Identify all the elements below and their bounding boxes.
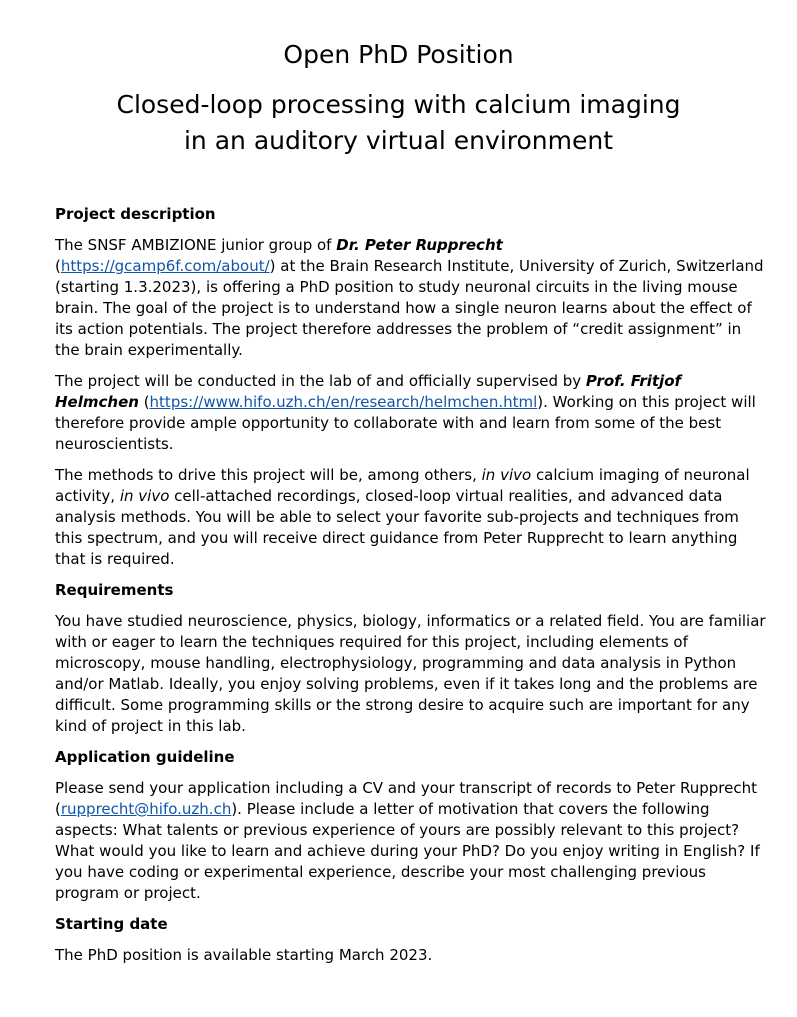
paragraph-lab: The project will be conducted in the lab of and officially supervised by Prof. Fritjof Helmchen (https://www.hifo.uzh.ch/en/research/helmchen.html). Working on this project will therefore provide ample opportunity to collaborate with and learn from some of the best neuroscientists. xyxy=(55,372,756,453)
page-title: Open PhD Position xyxy=(283,40,514,69)
section-heading: Application guideline xyxy=(55,748,235,766)
section-starting-date xyxy=(55,914,767,966)
subtitle-line-2: in an auditory virtual environment xyxy=(183,126,614,155)
paragraph-starting-date: The PhD position is available starting March 2023. xyxy=(55,946,433,964)
lab-head-name: Prof. Fritjof Helmchen xyxy=(55,372,682,411)
section-heading: Requirements xyxy=(55,581,174,599)
paragraph-application: Please send your application including a CV and your transcript of records to Peter Rupprecht (rupprecht@hifo.uzh.ch). Please include a letter of motivation that covers the following aspects: What talents or previous experience of yours are possibly relevant to this project? What would you like to learn and achieve during your PhD? Do you enjoy writing in English? If you have coding or experimental experience, describe your most challenging previous program or project. xyxy=(55,779,760,902)
section-heading: Project description xyxy=(55,205,216,223)
group-website-link[interactable]: https://gcamp6f.com/about/ xyxy=(60,257,270,275)
lab-website-link[interactable]: https://www.hifo.uzh.ch/en/research/helmchen.html xyxy=(149,393,538,411)
section-heading: Starting date xyxy=(55,915,168,933)
email-link[interactable]: rupprecht@hifo.uzh.ch xyxy=(60,800,232,818)
section-requirements xyxy=(55,580,767,737)
section-application xyxy=(55,747,767,904)
supervisor-name: Dr. Peter Rupprecht xyxy=(336,236,503,254)
subtitle-line-1: Closed-loop processing with calcium imaging xyxy=(116,90,681,119)
paragraph-methods: The methods to drive this project will be, among others, in vivo calcium imaging of neuronal activity, in vivo cell-attached recordings, closed-loop virtual realities, and advanced data analysis methods. You will be able to select your favorite sub-projects and techniques from this spectrum, and you will receive direct guidance from Peter Rupprecht to learn anything that is required. xyxy=(55,466,750,568)
paragraph-intro: The SNSF AMBIZIONE junior group of Dr. Peter Rupprecht (https://gcamp6f.com/about/) at the Brain Research Institute, University of Zurich, Switzerland (starting 1.3.2023), is offering a PhD position to study neuronal circuits in the living mouse brain. The goal of the project is to understand how a single neuron learns about the effect of its action potentials. The project therefore addresses the problem of “credit assignment” in the brain experimentally. xyxy=(55,236,764,359)
section-project-description xyxy=(55,204,767,570)
document-body xyxy=(55,204,767,976)
page-subtitle xyxy=(0,87,797,159)
paragraph-requirements: You have studied neuroscience, physics, biology, informatics or a related field. You are familiar with or eager to learn the techniques required for this project, including elements of microscopy, mouse handling, electrophysiology, programming and data analysis in Python and/or Matlab. Ideally, you enjoy solving problems, even if it takes long and the problems are difficult. Some programming skills or the strong desire to acquire such are important for any kind of project in this lab. xyxy=(55,612,766,735)
